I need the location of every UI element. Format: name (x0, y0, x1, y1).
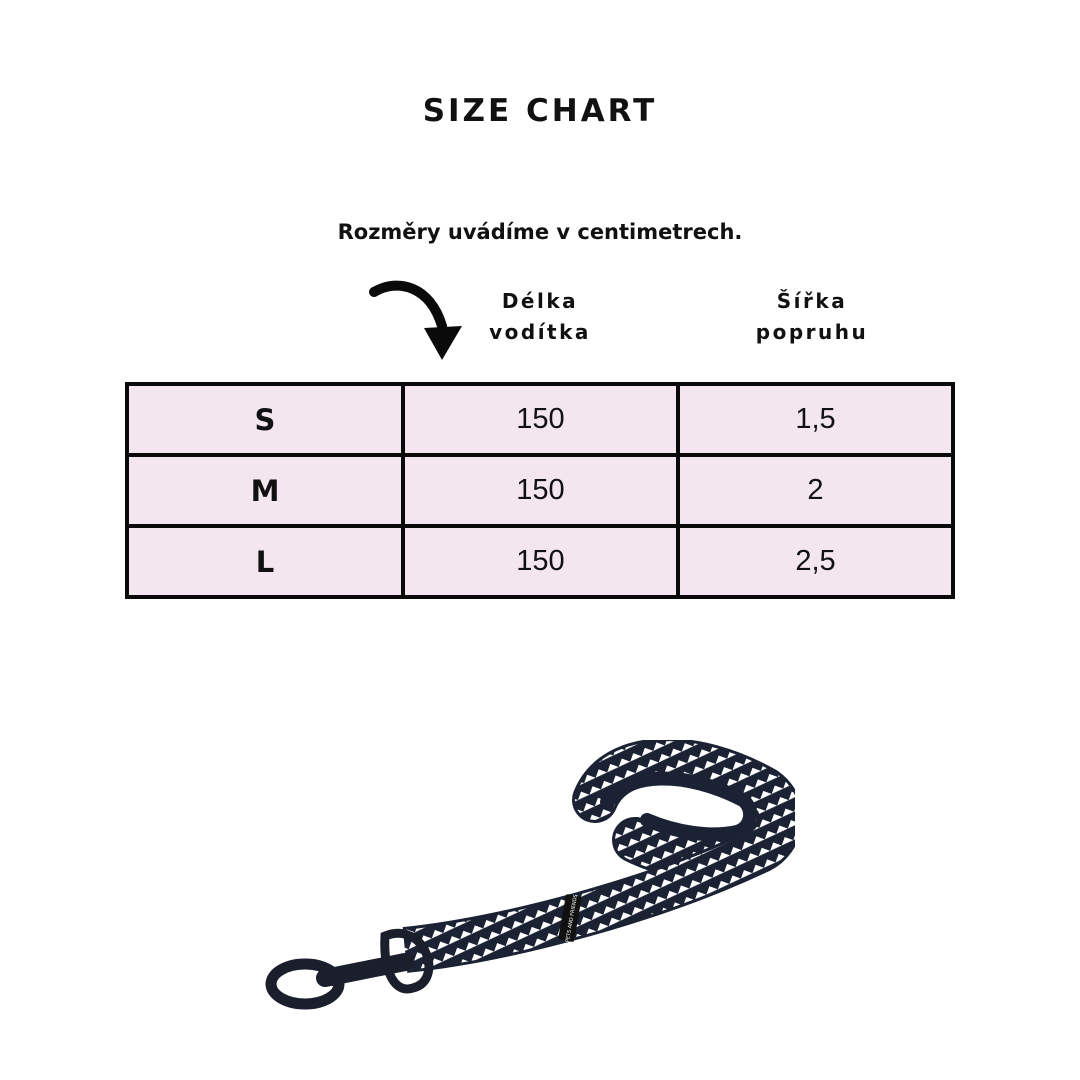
length-cell: 150 (403, 455, 678, 526)
column-header-width-line1: Šířka (776, 289, 848, 313)
column-header-width (732, 286, 892, 348)
table-row (127, 526, 953, 597)
product-tag-text: PETS AND FRIENDS (564, 894, 580, 943)
width-cell: 2,5 (678, 526, 953, 597)
units-note: Rozměry uvádíme v centimetrech. (337, 220, 743, 244)
table-row (127, 384, 953, 455)
size-cell: S (127, 384, 403, 455)
column-header-length-line2: vodítka (489, 320, 591, 344)
size-cell: L (127, 526, 403, 597)
width-cell: 2 (678, 455, 953, 526)
column-header-width-line2: popruhu (755, 320, 869, 344)
size-cell: M (127, 455, 403, 526)
column-header-length (460, 286, 620, 348)
page-title: SIZE CHART (422, 93, 658, 129)
width-cell: 1,5 (678, 384, 953, 455)
column-header-length-line1: Délka (501, 289, 579, 313)
size-table (125, 382, 955, 599)
length-cell: 150 (403, 384, 678, 455)
leash-product-image (255, 740, 795, 1020)
curved-arrow-icon (368, 278, 468, 362)
length-cell: 150 (403, 526, 678, 597)
table-row (127, 455, 953, 526)
